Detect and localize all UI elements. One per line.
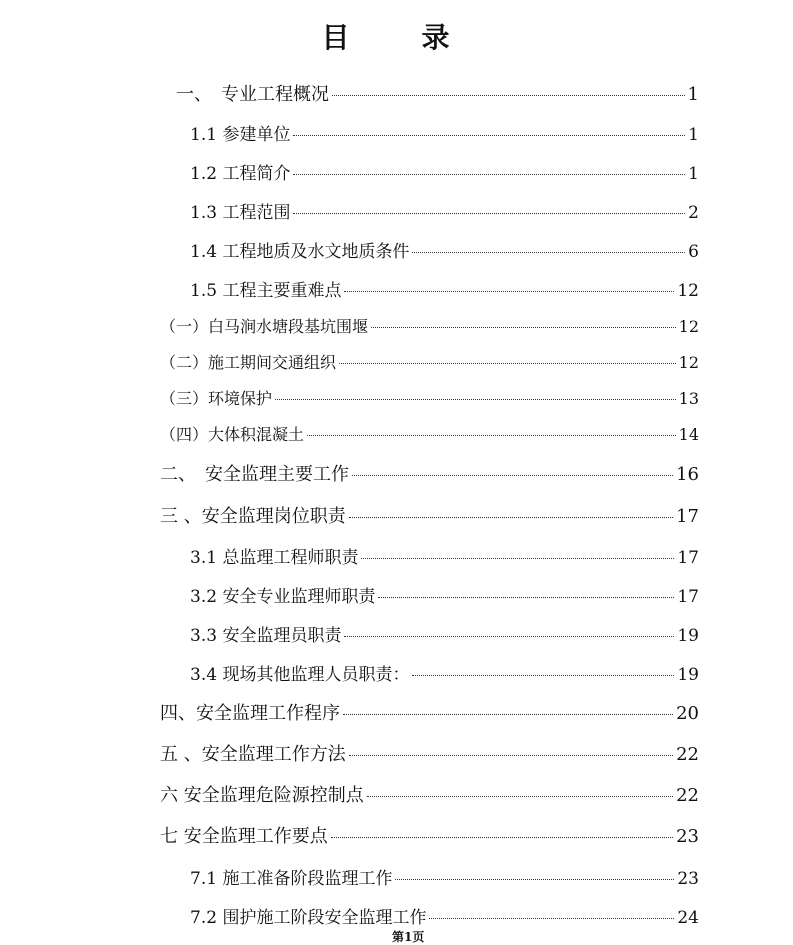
toc-entry[interactable]: [176, 80, 699, 106]
toc-leader-dots: [361, 558, 674, 559]
toc-page-number: 12: [678, 317, 699, 336]
toc-entry-label: （二）施工期间交通组织: [160, 353, 337, 372]
toc-page-number: 6: [688, 242, 699, 262]
toc-entry-label: 1.3 工程范围: [190, 203, 291, 223]
toc-page-number: 17: [677, 587, 699, 607]
toc-leader-dots: [371, 327, 676, 328]
toc-entry[interactable]: [190, 903, 699, 928]
toc-entry[interactable]: [190, 660, 699, 685]
toc-entry[interactable]: [160, 314, 699, 337]
toc-leader-dots: [412, 252, 685, 253]
toc-leader-dots: [343, 714, 673, 715]
page-title: 目 录: [321, 21, 472, 54]
toc-page-number: 19: [677, 626, 699, 646]
toc-page-number: 24: [677, 908, 699, 928]
toc-entry-label: （四）大体积混凝土: [160, 425, 305, 444]
toc-leader-dots: [344, 636, 674, 637]
toc-entry[interactable]: [160, 350, 699, 373]
toc-entry-label: 3.1 总监理工程师职责: [190, 548, 359, 568]
toc-entry[interactable]: [190, 237, 699, 262]
toc-page-number: 13: [678, 389, 699, 408]
toc-entry[interactable]: [190, 198, 699, 223]
toc-entry[interactable]: [190, 159, 699, 184]
toc-entry-label: 1.4 工程地质及水文地质条件: [190, 242, 410, 262]
toc-page-number: 12: [677, 281, 699, 301]
toc-entry[interactable]: [190, 276, 699, 301]
toc-leader-dots: [332, 95, 685, 96]
toc-entry-label: 五 、安全监理工作方法: [160, 744, 346, 765]
toc-leader-dots: [349, 517, 673, 518]
toc-leader-dots: [378, 597, 674, 598]
toc-entry-label: 1.2 工程简介: [190, 164, 291, 184]
toc-page-number: 2: [688, 203, 699, 223]
toc-leader-dots: [344, 291, 674, 292]
toc-page-number: 1: [687, 84, 699, 105]
toc-entry[interactable]: [160, 460, 699, 486]
toc-entry-label: 六 安全监理危险源控制点: [160, 785, 364, 806]
toc-leader-dots: [293, 213, 685, 214]
toc-page-number: 23: [676, 826, 699, 847]
toc-entry[interactable]: [160, 422, 699, 445]
toc-entry-label: 7.1 施工准备阶段监理工作: [190, 869, 393, 889]
toc-page-number: 19: [677, 665, 699, 685]
toc-leader-dots: [352, 475, 673, 476]
toc-page-number: 17: [677, 548, 699, 568]
page-footer: 第1页: [392, 930, 425, 944]
toc-leader-dots: [275, 399, 676, 400]
toc-entry-label: 3.4 现场其他监理人员职责：: [190, 665, 410, 685]
toc-leader-dots: [331, 837, 673, 838]
toc-entry-label: 3.2 安全专业监理师职责: [190, 587, 376, 607]
toc-entry-label: 四、安全监理工作程序: [160, 703, 340, 724]
toc-leader-dots: [307, 435, 676, 436]
toc-entry[interactable]: [190, 864, 699, 889]
toc-page-number: 16: [676, 464, 699, 485]
toc-leader-dots: [293, 174, 685, 175]
toc-leader-dots: [339, 363, 676, 364]
toc-entry[interactable]: [160, 386, 699, 409]
toc-page-number: 20: [676, 703, 699, 724]
toc-entry-label: （一）白马涧水塘段基坑围堰: [160, 317, 369, 336]
toc-entry-label: 1.5 工程主要重难点: [190, 281, 342, 301]
toc-page-number: 1: [688, 125, 699, 145]
toc-page-number: 17: [676, 506, 699, 527]
toc-entry[interactable]: [160, 740, 699, 766]
toc-entry-label: （三）环境保护: [160, 389, 273, 408]
toc-entry[interactable]: [190, 120, 699, 145]
toc-leader-dots: [429, 918, 674, 919]
toc-entry[interactable]: [160, 502, 699, 528]
toc-entry-label: 一、 专业工程概况: [176, 84, 329, 105]
toc-leader-dots: [349, 755, 673, 756]
toc-entry[interactable]: [190, 543, 699, 568]
toc-entry[interactable]: [190, 582, 699, 607]
toc-leader-dots: [367, 796, 673, 797]
toc-entry[interactable]: [160, 822, 699, 848]
toc-entry-label: 三 、安全监理岗位职责: [160, 506, 346, 527]
toc-entry-label: 七 安全监理工作要点: [160, 826, 328, 847]
toc-page-number: 23: [677, 869, 699, 889]
toc-entry[interactable]: [160, 781, 699, 807]
toc-leader-dots: [412, 675, 674, 676]
toc-page-number: 22: [676, 744, 699, 765]
toc-page-number: 22: [676, 785, 699, 806]
toc-entry-label: 7.2 围护施工阶段安全监理工作: [190, 908, 427, 928]
toc-entry-label: 3.3 安全监理员职责: [190, 626, 342, 646]
toc-page-number: 1: [688, 164, 699, 184]
toc-leader-dots: [293, 135, 685, 136]
toc-entry[interactable]: [190, 621, 699, 646]
toc-entry-label: 1.1 参建单位: [190, 125, 291, 145]
toc-page-number: 14: [678, 425, 699, 444]
toc-page-number: 12: [678, 353, 699, 372]
toc-leader-dots: [395, 879, 674, 880]
toc-entry[interactable]: [160, 699, 699, 725]
toc-entry-label: 二、 安全监理主要工作: [160, 464, 349, 485]
